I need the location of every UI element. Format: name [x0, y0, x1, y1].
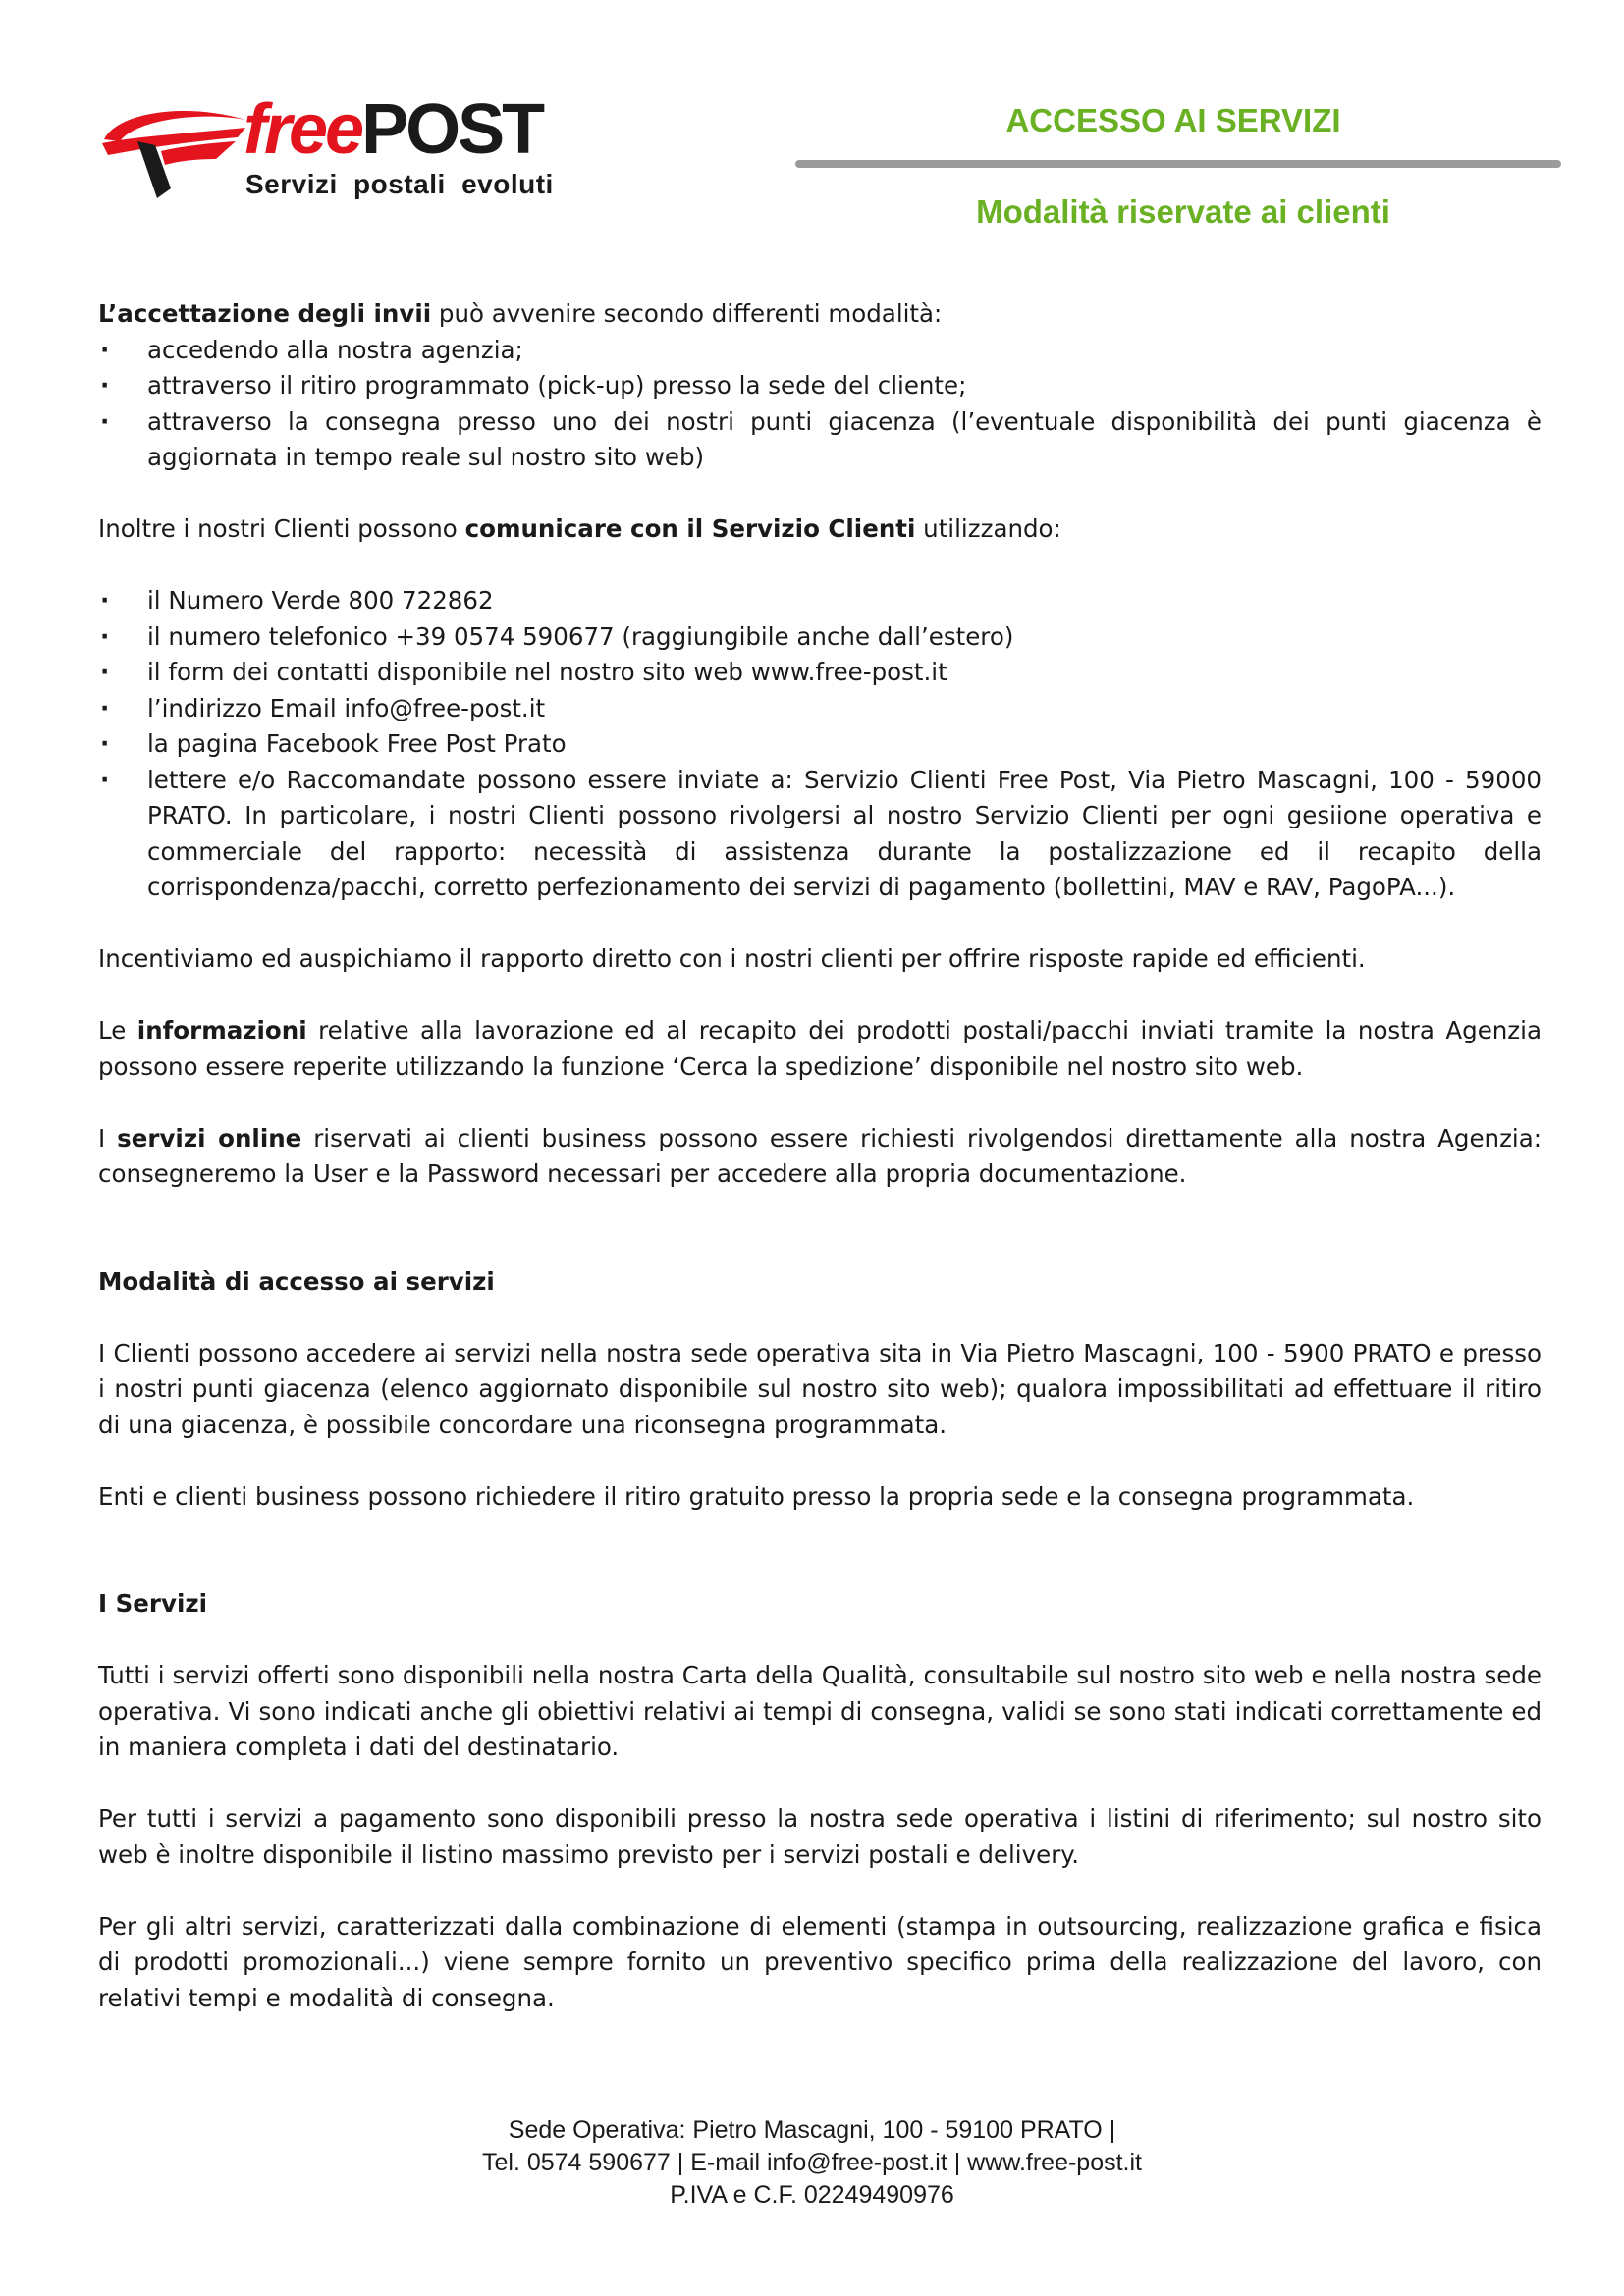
page-title: ACCESSO AI SERVIZI	[1005, 102, 1341, 138]
list-item: · il numero telefonico +39 0574 590677 (raggiungibile anche dall’estero)	[98, 619, 1542, 656]
page-footer	[0, 2114, 1624, 2212]
list-item: · il form dei contatti disponibile nel nostro sito web www.free-post.it	[98, 655, 1542, 691]
online-services-paragraph: I servizi online riservati ai clienti business possono essere richiesti rivolgendosi direttamente alla nostra Agenzia: consegneremo la User e la Password necessari per accedere alla propria documentazione.	[98, 1123, 1543, 1188]
contact-paragraph: Inoltre i nostri Clienti possono comunicare con il Servizio Clienti utilizzando:	[98, 514, 1061, 543]
list-item: · attraverso la consegna presso uno dei nostri punti giacenza (l’eventuale disponibilità dei punti giacenza è aggiornata in tempo reale sul nostro sito web)	[98, 404, 1542, 476]
document-body	[98, 296, 1542, 2016]
services-paragraph-2: Per tutti i servizi a pagamento sono disponibili presso la nostra sede operativa i listini di riferimento; sul nostro sito web è inoltre disponibile il listino massimo previsto per i servizi postali e delivery.	[98, 1804, 1542, 1869]
services-paragraph-3: Per gli altri servizi, caratterizzati dalla combinazione di elementi (stampa in outsourcing, realizzazione grafica e fisica di prodotti promozionali...) viene sempre fornito un preventivo specifico prima della realizzazione del lavoro, con relativi tempi e modalità di consegna.	[98, 1911, 1542, 2012]
logo-tagline: Servizi postali evoluti	[245, 169, 554, 199]
list-item: · il Numero Verde 800 722862	[98, 583, 1542, 619]
footer-address: Sede Operativa: Pietro Mascagni, 100 - 59100 PRATO |	[508, 2116, 1116, 2144]
access-paragraph-1: I Clienti possono accedere ai servizi nella nostra sede operativa sita in Via Pietro Mascagni, 100 - 5900 PRATO e presso i nostri punti giacenza (elenco aggiornato disponibile sul nostro sito web); qualora impossibilitati ad effettuare il ritiro di una giacenza, è possibile concordare una riconsegna programmata.	[98, 1338, 1542, 1439]
services-paragraph-1: Tutti i servizi offerti sono disponibili nella nostra Carta della Qualità, consultabile sul nostro sito web e nella nostra sede operativa. Vi sono indicati anche gli obiettivi relativi ai tempi di consegna, validi se sono stati indicati correttamente ed in maniera completa i dati del destinatario.	[98, 1661, 1542, 1761]
contact-list	[98, 583, 1542, 906]
intro-paragraph: L’accettazione degli invii può avvenire secondo differenti modalità:	[98, 299, 943, 328]
access-paragraph-2: Enti e clienti business possono richiedere il ritiro gratuito presso la propria sede e la consegna programmata.	[98, 1481, 1415, 1511]
list-item: · la pagina Facebook Free Post Prato	[98, 726, 1542, 763]
incentive-paragraph: Incentiviamo ed auspichiamo il rapporto diretto con i nostri clienti per offrire risposte rapide ed efficienti.	[98, 944, 1366, 973]
logo-swoosh-icon	[98, 98, 255, 206]
list-item: · lettere e/o Raccomandate possono essere inviate a: Servizio Clienti Free Post, Via Pietro Mascagni, 100 - 59000 PRATO. In particolare, i nostri Clienti possono rivolgersi al nostro Servizio Clienti per ogni gesiione operativa e commerciale del rapporto: necessità di assistenza durante la postalizzazione ed il recapito della corrispondenza/pacchi, corretto perfezionamento dei servizi di pagamento (bollettini, MAV e RAV, PagoPA...).	[98, 763, 1542, 906]
section-heading-access: Modalità di accesso ai servizi	[98, 1266, 495, 1296]
information-paragraph: Le informazioni relative alla lavorazione ed al recapito dei prodotti postali/pacchi inviati tramite la nostra Agenzia possono essere reperite utilizzando la funzione ‘Cerca la spedizione’ disponibile nel nostro sito web.	[98, 1016, 1542, 1081]
list-item: · accedendo alla nostra agenzia;	[98, 333, 1542, 369]
page-subtitle: Modalità riservate ai clienti	[976, 193, 1390, 230]
footer-contacts: Tel. 0574 590677 | E-mail info@free-post.it | www.free-post.it	[481, 2149, 1142, 2176]
section-heading-services: I Servizi	[98, 1589, 208, 1618]
logo-wordmark: freePOST	[244, 90, 543, 169]
intro-list	[98, 333, 1542, 476]
list-item: · attraverso il ritiro programmato (pick-up) presso la sede del cliente;	[98, 368, 1542, 404]
footer-vat: P.IVA e C.F. 02249490976	[670, 2181, 954, 2209]
freepost-logo	[98, 90, 599, 206]
header-divider	[795, 160, 1561, 168]
list-item: · l’indirizzo Email info@free-post.it	[98, 691, 1542, 727]
